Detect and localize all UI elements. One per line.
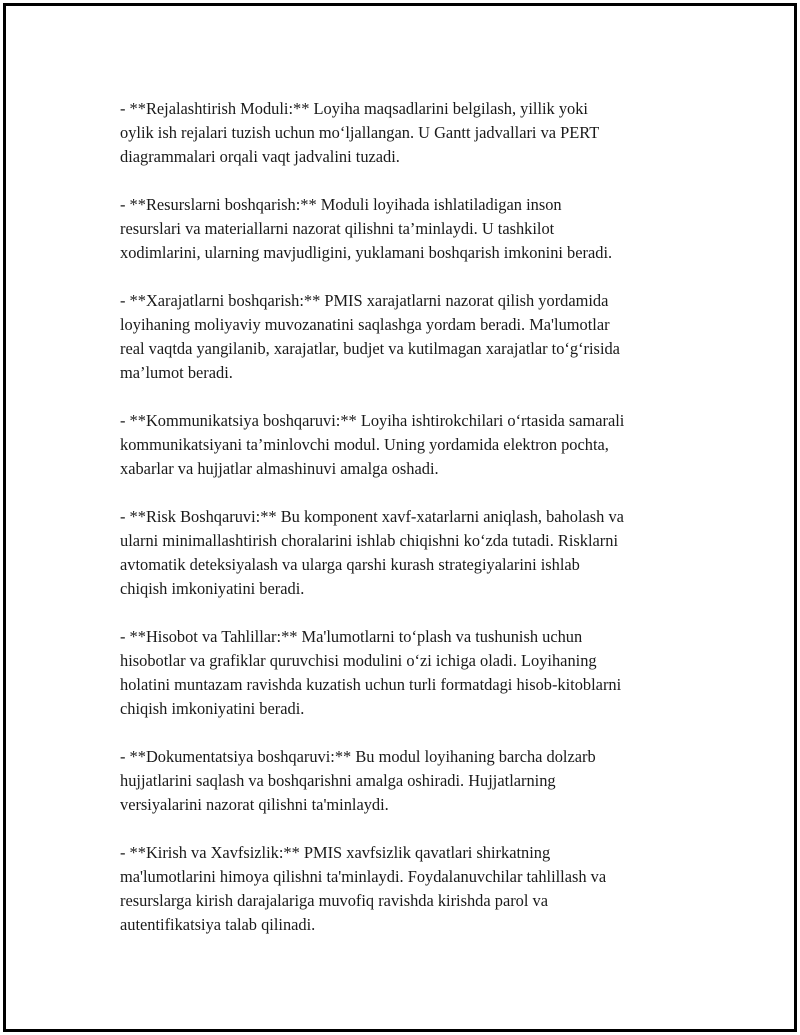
text-line: xabarlar va hujjatlar almashinuvi amalga oshadi. <box>120 459 439 478</box>
text-line: ma’lumot beradi. <box>120 363 233 382</box>
text-line: ularni minimallashtirish choralarini ishlab chiqishni ko‘zda tutadi. Risklarni <box>120 531 618 550</box>
text-line: resurslari va materiallarni nazorat qilishni ta’minlaydi. U tashkilot <box>120 219 555 238</box>
text-line: chiqish imkoniyatini beradi. <box>120 579 305 598</box>
text-line: - **Hisobot va Tahlillar:** Ma'lumotlarni to‘plash va tushunish uchun <box>120 627 583 646</box>
text-line: diagrammalari orqali vaqt jadvalini tuzadi. <box>120 147 400 166</box>
page-frame <box>3 3 797 1032</box>
text-line: - **Rejalashtirish Moduli:** Loyiha maqsadlarini belgilash, yillik yoki <box>120 99 588 118</box>
text-line: - **Kommunikatsiya boshqaruvi:** Loyiha ishtirokchilari o‘rtasida samarali <box>120 411 625 430</box>
text-line: holatini muntazam ravishda kuzatish uchun turli formatdagi hisob-kitoblarni <box>120 675 622 694</box>
text-line: - **Resurslarni boshqarish:** Moduli loyihada ishlatiladigan inson <box>120 195 562 214</box>
list-item <box>120 745 710 817</box>
text-line: avtomatik deteksiyalash va ularga qarshi kurash strategiyalarini ishlab <box>120 555 580 574</box>
text-line: loyihaning moliyaviy muvozanatini saqlashga yordam beradi. Ma'lumotlar <box>120 315 610 334</box>
text-line: real vaqtda yangilanib, xarajatlar, budjet va kutilmagan xarajatlar to‘g‘risida <box>120 339 620 358</box>
list-item <box>120 289 710 385</box>
text-line: - **Kirish va Xavfsizlik:** PMIS xavfsizlik qavatlari shirkatning <box>120 843 551 862</box>
text-line: versiyalarini nazorat qilishni ta'minlaydi. <box>120 795 389 814</box>
text-line: oylik ish rejalari tuzish uchun mo‘ljallangan. U Gantt jadvallari va PERT <box>120 123 600 142</box>
text-line: ma'lumotlarini himoya qilishni ta'minlaydi. Foydalanuvchilar tahlillash va <box>120 867 607 886</box>
text-line: autentifikatsiya talab qilinadi. <box>120 915 316 934</box>
text-line: hisobotlar va grafiklar quruvchisi modulini o‘zi ichiga oladi. Loyihaning <box>120 651 597 670</box>
text-line: hujjatlarini saqlash va boshqarishni amalga oshiradi. Hujjatlarning <box>120 771 556 790</box>
text-line: - **Xarajatlarni boshqarish:** PMIS xarajatlarni nazorat qilish yordamida <box>120 291 609 310</box>
text-line: - **Dokumentatsiya boshqaruvi:** Bu modul loyihaning barcha dolzarb <box>120 747 596 766</box>
text-line: chiqish imkoniyatini beradi. <box>120 699 305 718</box>
list-item <box>120 625 710 721</box>
text-line: kommunikatsiyani ta’minlovchi modul. Uning yordamida elektron pochta, <box>120 435 609 454</box>
text-line: xodimlarini, ularning mavjudligini, yuklamani boshqarish imkonini beradi. <box>120 243 613 262</box>
document-body <box>120 97 710 961</box>
list-item <box>120 409 710 481</box>
text-line: resurslarga kirish darajalariga muvofiq ravishda kirishda parol va <box>120 891 548 910</box>
text-line: - **Risk Boshqaruvi:** Bu komponent xavf-xatarlarni aniqlash, baholash va <box>120 507 624 526</box>
list-item <box>120 505 710 601</box>
list-item <box>120 841 710 937</box>
list-item <box>120 193 710 265</box>
list-item <box>120 97 710 169</box>
